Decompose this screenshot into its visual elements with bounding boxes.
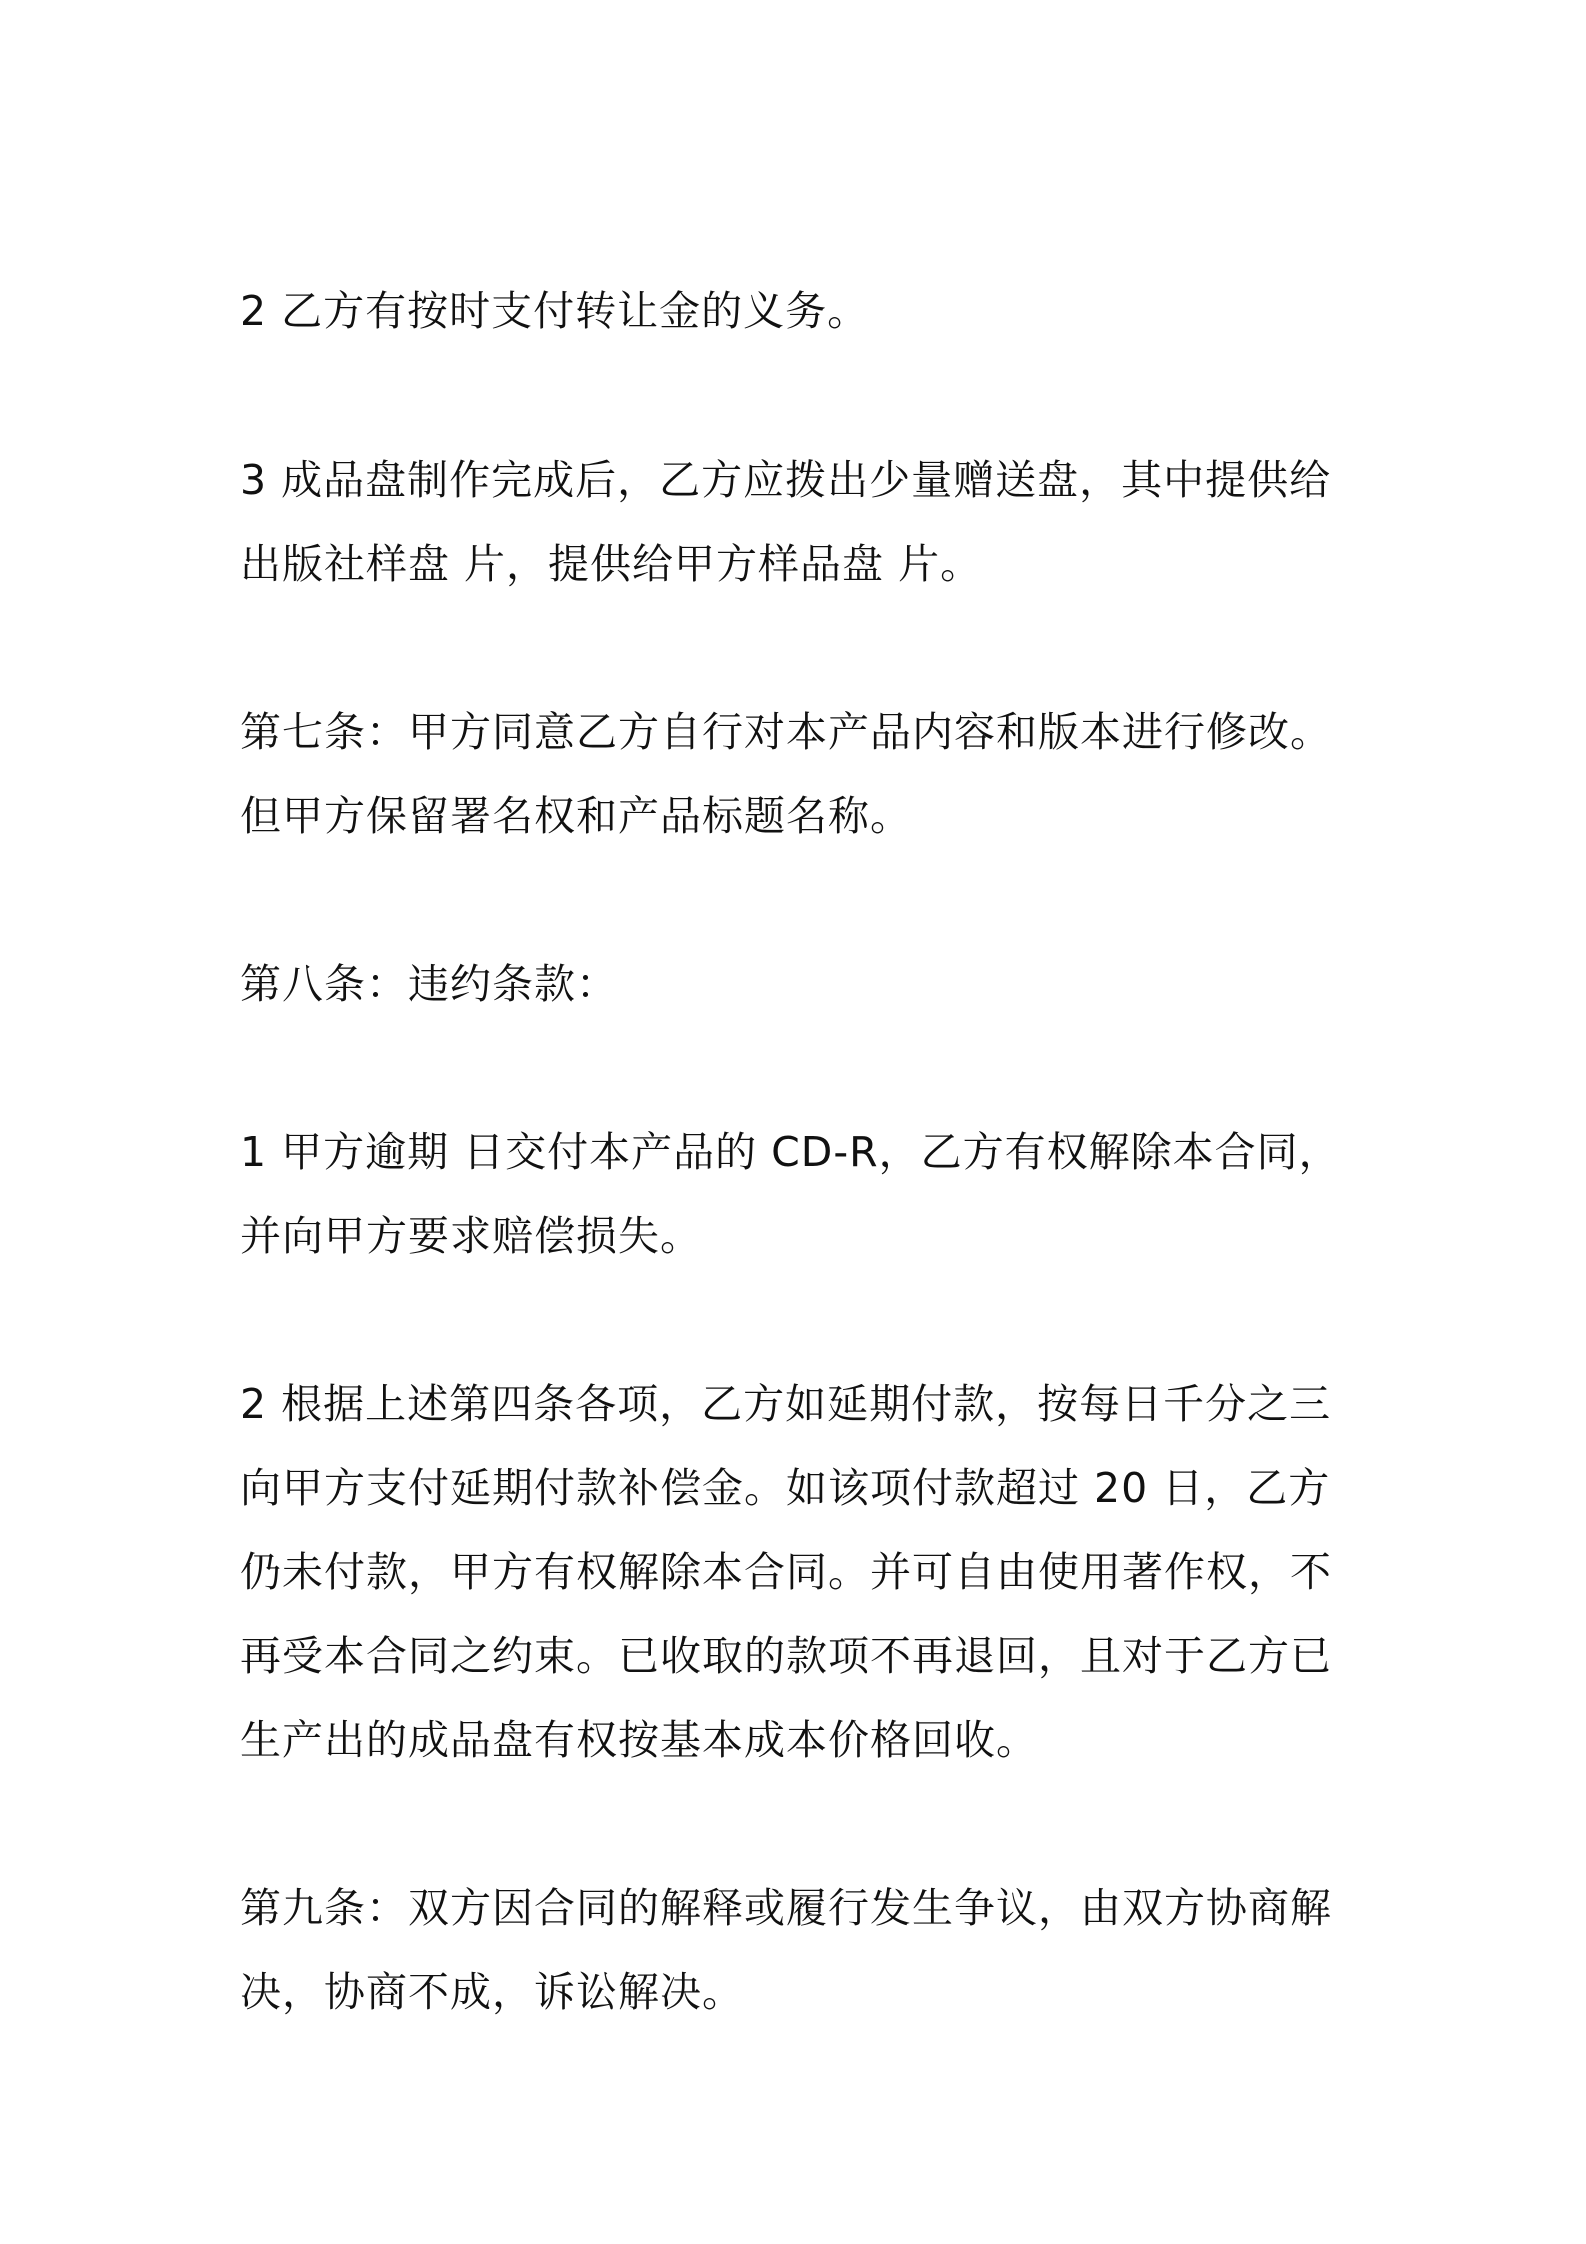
- text-line: 再受本合同之约束。已收取的款项不再退回，且对于乙方已: [240, 1632, 1332, 1680]
- text-line: 第九条：双方因合同的解释或履行发生争议，由双方协商解: [240, 1884, 1332, 1932]
- text-line: 仍未付款，甲方有权解除本合同。并可自由使用著作权，不: [240, 1548, 1332, 1596]
- clause-8-item-1: [240, 1110, 1360, 1278]
- text-line: 2 根据上述第四条各项，乙方如延期付款，按每日千分之三: [240, 1380, 1332, 1428]
- clause-6-item-3: [240, 438, 1360, 606]
- text-line: 并向甲方要求赔偿损失。: [240, 1212, 702, 1260]
- clause-8-heading: [240, 942, 1360, 1026]
- text-line: 第八条：违约条款：: [240, 960, 618, 1008]
- text-line: 出版社样盘 片，提供给甲方样品盘 片。: [240, 540, 983, 588]
- text-line: 但甲方保留署名权和产品标题名称。: [240, 792, 912, 840]
- clause-7: [240, 690, 1360, 858]
- clause-8-item-2: [240, 1362, 1360, 1782]
- clause-6-item-2: [240, 269, 1360, 353]
- text-line: 向甲方支付延期付款补偿金。如该项付款超过 20 日，乙方: [240, 1464, 1331, 1512]
- text-line: 3 成品盘制作完成后，乙方应拨出少量赠送盘，其中提供给: [240, 456, 1332, 504]
- text-line: 1 甲方逾期 日交付本产品的 CD-R，乙方有权解除本合同，: [240, 1128, 1341, 1176]
- text-line: 生产出的成品盘有权按基本成本价格回收。: [240, 1716, 1038, 1764]
- clause-9: [240, 1866, 1360, 2034]
- text-line: 决，协商不成，诉讼解决。: [240, 1968, 744, 2016]
- text-line: 第七条：甲方同意乙方自行对本产品内容和版本进行修改。: [240, 708, 1332, 756]
- text-line: 2 乙方有按时支付转让金的义务。: [240, 287, 870, 335]
